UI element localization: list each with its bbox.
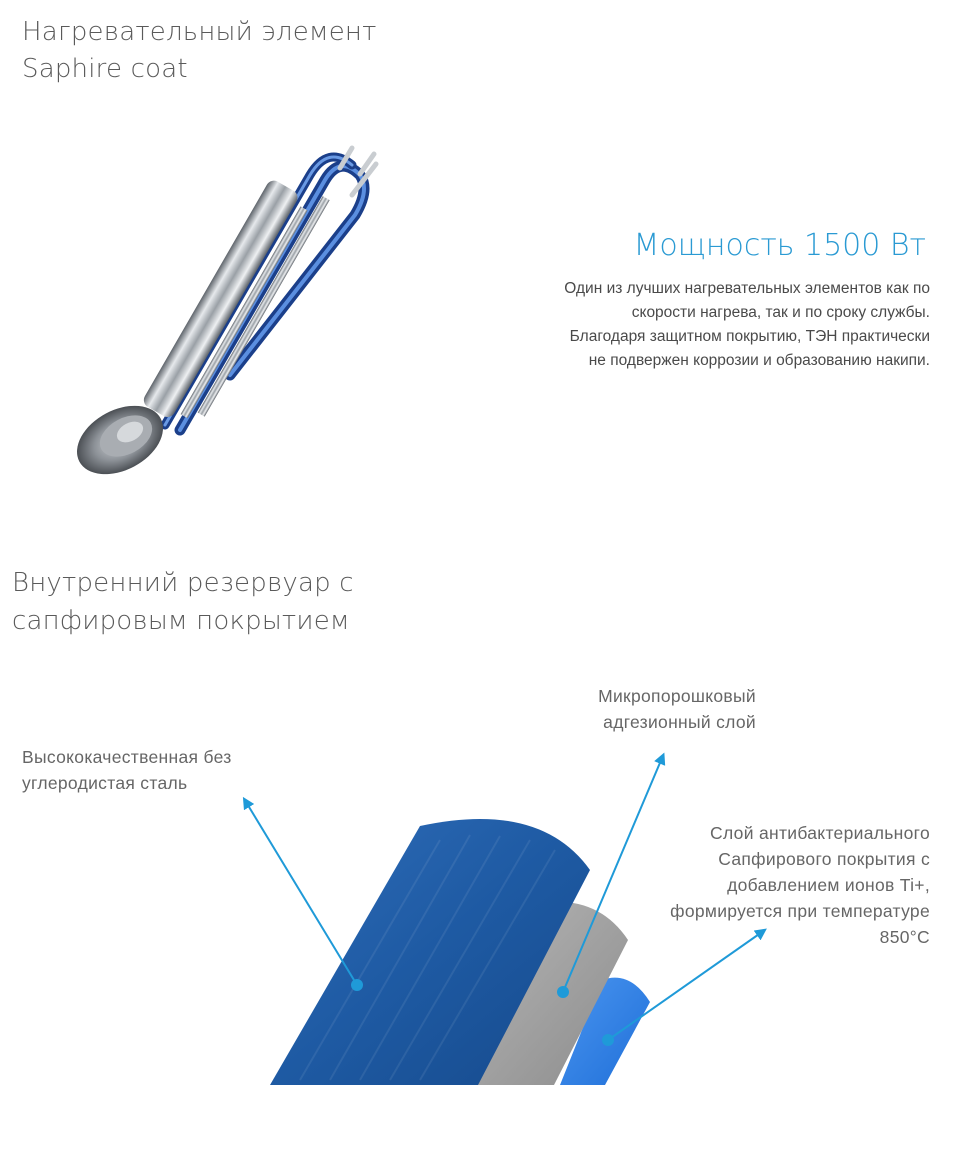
callout-steel-line: углеродистая сталь: [22, 773, 188, 793]
callout-adhesion-line: Микропорошковый: [598, 686, 756, 706]
callout-adhesion-line: адгезионный слой: [603, 712, 756, 732]
heater-title-line-2: Saphire coat: [22, 54, 188, 84]
callout-steel-line: Высококачественная без: [22, 747, 232, 767]
callout-sapphire-line: формируется при температуре: [670, 901, 930, 921]
power-description-line: Благодаря защитном покрытию, ТЭН практически: [569, 328, 930, 345]
power-description-line: не подвержен коррозии и образованию накипи.: [588, 352, 930, 369]
power-description-line: Один из лучших нагревательных элементов как по: [564, 280, 930, 297]
heater-title: [22, 14, 377, 88]
power-description: [470, 277, 930, 373]
callout-adhesion: [598, 683, 756, 735]
tank-title-line-2: сапфировым покрытием: [12, 606, 350, 636]
callout-sapphire-line: добавлением ионов Ti+,: [727, 875, 930, 895]
power-description-line: скорости нагрева, так и по сроку службы.: [631, 304, 930, 321]
callout-sapphire: [670, 820, 930, 950]
arrow-dot: [602, 1034, 614, 1046]
arrow-dot: [351, 979, 363, 991]
arrow-icon: [246, 802, 357, 985]
callout-sapphire-line: Слой антибактериального: [710, 823, 930, 843]
heating-element-icon: [70, 140, 400, 500]
callout-sapphire-line: 850°C: [879, 927, 930, 947]
power-title: Мощность 1500 Вт: [633, 228, 926, 263]
arrow-dot: [557, 986, 569, 998]
tank-title-line-1: Внутренний резервуар с: [12, 568, 354, 598]
heater-title-line-1: Нагревательный элемент: [22, 17, 377, 47]
callout-steel: [22, 744, 232, 796]
tank-title: [12, 564, 354, 640]
callout-sapphire-line: Сапфирового покрытия с: [718, 849, 930, 869]
